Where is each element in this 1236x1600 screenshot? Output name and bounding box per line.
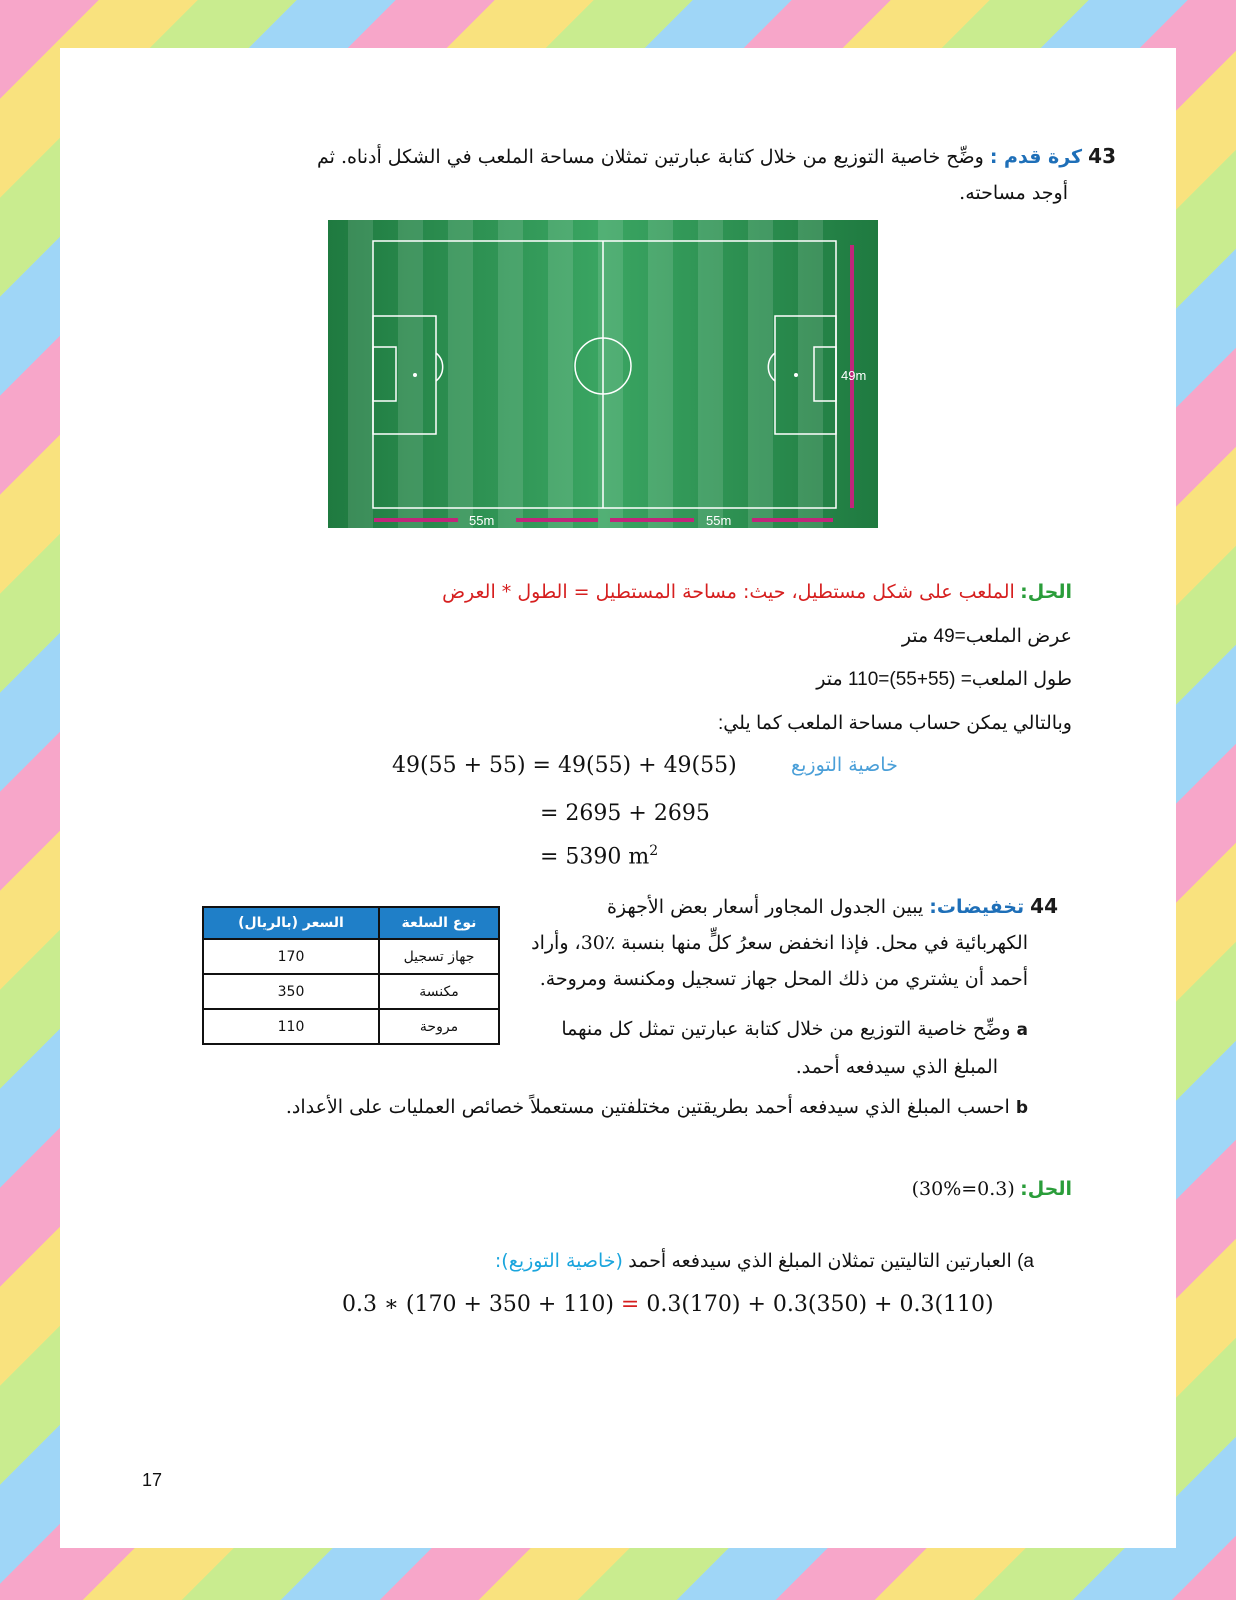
q44-number: 44 [1030,894,1058,918]
q43-title: كرة قدم : [989,146,1083,168]
equation-line-1: 49(55 + 55) = 49(55) + 49(55) [392,753,737,778]
col-price: السعر (بالريال) [203,907,379,939]
item-price: 110 [203,1009,379,1044]
col-item-type: نوع السلعة [379,907,499,939]
q44-solution-a [234,1250,1034,1273]
football-field-figure [328,220,878,528]
half-length-label-left: 55m [469,513,495,528]
q43-solution-intro [272,581,1072,604]
equation-line-2: = 2695 + 2695 [540,801,710,826]
solution-intro-text: الملعب على شكل مستطيل، حيث: مساحة المستطيل = الطول * العرض [442,581,1015,603]
q44-solution-header [672,1178,1072,1201]
field-length-line: طول الملعب= (55+55)=110 متر [816,669,1072,690]
width-label: 49m [841,368,867,383]
field-width-line: عرض الملعب=49 متر [901,626,1072,647]
q44-part-b [128,1096,1028,1118]
q44-part-a [468,1018,1028,1040]
q43-line1 [216,144,1116,168]
sol-a-label: a) [1017,1251,1034,1272]
half-length-label-right: 55m [706,513,732,528]
item-price: 350 [203,974,379,1009]
table-row [203,1009,499,1044]
eq44-equals: = [620,1292,640,1317]
q44-text-line3: أحمد أن يشتري من ذلك المحل جهاز تسجيل ومكنسة ومروحة. [539,968,1028,990]
table-row [203,974,499,1009]
q44-title: تخفيضات: [929,896,1025,918]
q44-text-line2: الكهربائية في محل. فإذا انخفض سعرُ كلٍّ منها بنسبة ٪30، وأراد [531,932,1028,954]
equation-line-3-text: = 5390 m [540,844,650,870]
table-row [203,939,499,974]
item-name: مكنسة [379,974,499,1009]
equation-line-3-sup: 2 [649,843,659,859]
equation-44 [342,1292,994,1317]
item-name: جهاز تسجيل [379,939,499,974]
q44-line1 [498,894,1058,918]
q44-a-label: a [1016,1020,1028,1040]
q44-text-line1: يبين الجدول المجاور أسعار بعض الأجهزة [606,896,924,918]
solution-note: (30%=0.3) [911,1178,1015,1200]
item-price: 170 [203,939,379,974]
eq44-left: 0.3 ∗ (170 + 350 + 110) [342,1292,614,1317]
price-table [202,906,500,1045]
sol-a-text: العبارتين التاليتين تمثلان المبلغ الذي سيدفعه أحمد [628,1251,1012,1272]
solution-label-44: الحل: [1020,1178,1072,1200]
page [60,48,1176,1548]
q43-text-line1: وضِّح خاصية التوزيع من خلال كتابة عبارتين تمثلان مساحة الملعب في الشكل أدناه. ثم [316,146,984,168]
sol-a-property: (خاصية التوزيع): [494,1250,623,1272]
q44-a-line2: المبلغ الذي سيدفعه أحمد. [795,1056,998,1078]
property-label-distributive: خاصية التوزيع [791,754,898,776]
q44-b-label: b [1015,1098,1028,1118]
eq44-right: 0.3(170) + 0.3(350) + 0.3(110) [646,1292,994,1317]
page-number: 17 [142,1470,163,1490]
q44-b-line1: احسب المبلغ الذي سيدفعه أحمد بطريقتين مختلفتين مستعملاً خصائص العمليات على الأعداد. [285,1096,1010,1118]
item-name: مروحة [379,1009,499,1044]
therefore-line: وبالتالي يمكن حساب مساحة الملعب كما يلي: [718,713,1072,734]
q44-a-line1: وضِّح خاصية التوزيع من خلال كتابة عبارتين تمثل كل منهما [561,1018,1011,1040]
equation-line-3 [540,843,658,869]
q43-text-line2: أوجد مساحته. [959,182,1068,204]
price-table-header [203,907,499,939]
q43-number: 43 [1088,144,1116,168]
solution-label-43: الحل: [1020,581,1072,603]
